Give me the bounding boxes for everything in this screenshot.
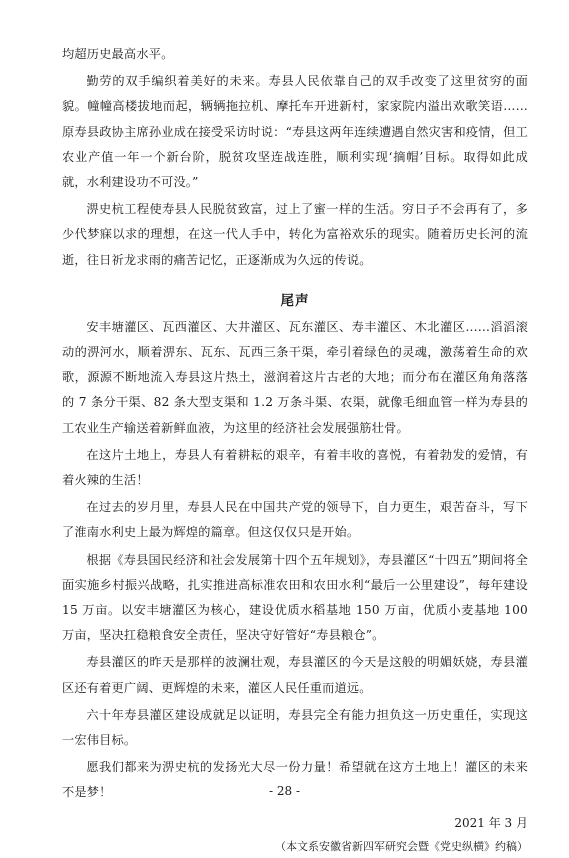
paragraph-prosperity: 淠史杭工程使寿县人民脱贫致富，过上了蜜一样的生活。穷日子不会再有了，多少代梦寐以求的理想，在这一代人手中，转化为富裕欢乐的现实。随着历史长河的流逝，往日祈龙求雨的痛苦记忆，正逐渐成为久远的传说。 bbox=[62, 202, 528, 267]
page-number: - 28 - bbox=[268, 784, 300, 798]
paragraph-closing-wish: 愿我们都来为淠史杭的发扬光大尽一份力量！希望就在这方土地上！灌区的未来不是梦！ bbox=[62, 760, 528, 800]
paragraph-past-years: 在过去的岁月里，寿县人民在中国共产党的领导下，自力更生，艰苦奋斗，写下了淮南水利史上最为辉煌的篇章。但这仅仅只是开始。 bbox=[62, 500, 528, 540]
section-title-epilogue: 尾声 bbox=[280, 292, 310, 309]
paragraph-irrigation-districts: 安丰塘灌区、瓦西灌区、大井灌区、瓦东灌区、寿丰灌区、木北灌区……滔滔滚动的淠河水，顺着淠东、瓦东、瓦西三条干渠，牵引着绿色的灵魂，激荡着生命的欢歌，源源不断地流入寿县这片热土，滋润着这片古老的大地；而分布在灌区角角落落的 7 条分干渠、82 条大型支渠和 1.2 万条斗渠、农渠，就像毛细血管一样为寿县的工农业生产输送着新鲜血液，为这里的经济社会发展强筋壮骨。 bbox=[62, 319, 528, 435]
paragraph-sixty-years: 六十年寿县灌区建设成就足以证明，寿县完全有能力担负这一历史重任，实现这一宏伟目标。 bbox=[62, 707, 528, 748]
paragraph-continuation: 均超历史最高水平。 bbox=[62, 47, 174, 61]
page-body bbox=[62, 42, 528, 858]
source-note: （本文系安徽省新四军研究会暨《党史纵横》约稿） bbox=[275, 839, 528, 853]
paragraph-yesterday-today: 寿县灌区的昨天是那样的波澜壮观，寿县灌区的今天是这般的明媚妖娆，寿县灌区还有着更广阔、更辉煌的未来，灌区人民任重而道远。 bbox=[62, 655, 528, 695]
paragraph-hardworking-hands: 勤劳的双手编织着美好的未来。寿县人民依靠自己的双手改变了这里贫穷的面貌。幢幢高楼拔地而起，辆辆拖拉机、摩托车开进新村，家家院内溢出欢歌笑语……原寿县政协主席孙业成在接受采访时说：“寿县这两年连续遭遇自然灾害和疫情，但工农业产值一年一个新台阶，脱贫攻坚连战连胜，顺利实现‘摘帽’目标。取得如此成就，水利建设功不可没。” bbox=[62, 74, 528, 190]
article-date: 2021 年 3 月 bbox=[454, 815, 528, 830]
paragraph-five-year-plan: 根据《寿县国民经济和社会发展第十四个五年规划》，寿县灌区“十四五”期间将全面实施乡村振兴战略，扎实推进高标准农田和农田水利“最后一公里建设”，每年建设 15 万亩。以安丰塘灌区为核心，建设优质水稻基地 150 万亩，优质小麦基地 100 万亩，坚决扛稳粮食安全责任，坚决守好管好“寿县粮仓”。 bbox=[62, 552, 528, 643]
paragraph-on-this-land: 在这片土地上，寿县人有着耕耘的艰辛，有着丰收的喜悦，有着勃发的爱情，有着火辣的生活！ bbox=[62, 447, 528, 488]
